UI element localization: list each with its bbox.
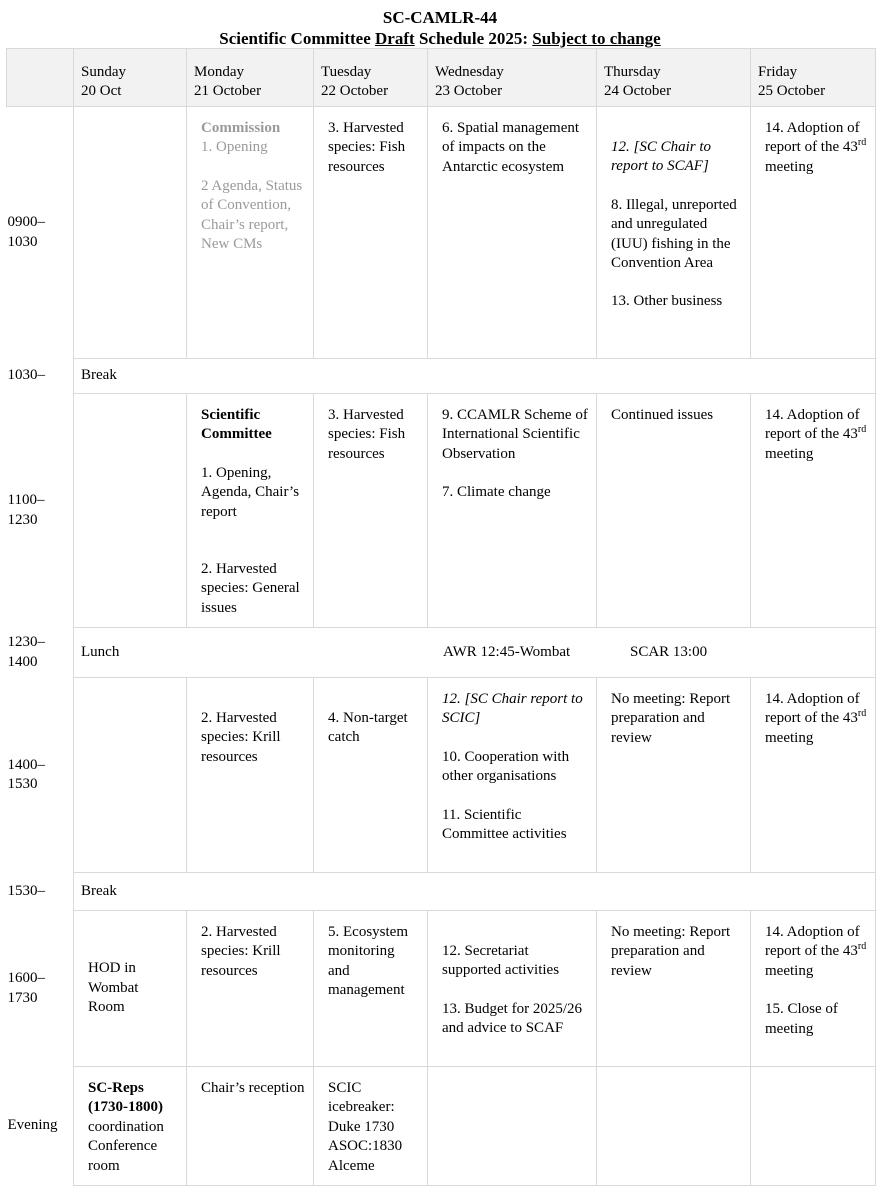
cell-tue-evening (314, 1067, 428, 1186)
time-cell (7, 911, 74, 1067)
cell-fri-1100 (751, 394, 876, 628)
agenda-item: No meeting: Report preparation and review (611, 924, 731, 979)
cell-thu-1400 (597, 678, 751, 873)
agenda-item: 2 Agenda, Status of Convention, Chair’s report, New CMs (201, 177, 303, 253)
agenda-item: 3. Harvested species: Fish resources (328, 120, 406, 175)
agenda-item: 12. [SC Chair to report to SCAF] (611, 139, 712, 175)
cell-fri-0900 (751, 107, 876, 359)
time-start: 1030– (7, 367, 45, 384)
cell-sun-0900 (74, 107, 187, 359)
agenda-item: 3. Harvested species: Fish resources (328, 407, 406, 462)
agenda-item (765, 119, 867, 177)
agenda-item: Continued issues (611, 407, 714, 423)
time-start: 1600– (7, 970, 45, 987)
agenda-item: 6. Spatial management of impacts on the Antarctic ecosystem (442, 120, 580, 175)
header-corner (7, 49, 74, 107)
event-item: SCIC icebreaker: Duke 1730 ASOC:1830 Alceme (328, 1080, 403, 1174)
ordinal-suffix: rd (857, 137, 867, 149)
cell-wed-1600 (428, 911, 597, 1067)
agenda-item: 8. Illegal, unreported and unregulated (IUU) fishing in the Convention Area (611, 196, 737, 272)
day-name: Sunday (81, 64, 126, 80)
cell-mon-0900 (187, 107, 314, 359)
agenda-item: 2. Harvested species: Krill resources (201, 710, 281, 765)
session-row-1600 (7, 911, 876, 1067)
day-date: 24 October (604, 83, 672, 100)
time-end: 1230 (7, 511, 38, 528)
time-end: 1400 (7, 653, 38, 670)
item-text: 14. Adoption of report of the 43 (765, 691, 860, 727)
day-name: Monday (194, 64, 244, 80)
cell-tue-1600 (314, 911, 428, 1067)
cell-wed-1400 (428, 678, 597, 873)
item-text: 14. Adoption of report of the 43 (765, 120, 860, 156)
session-row-1400 (7, 678, 876, 873)
agenda-item: 12. [SC Chair report to SCIC] (442, 691, 583, 727)
item-text: meeting (765, 962, 814, 979)
sc-reps-detail: coordination Conference room (88, 1118, 164, 1174)
header-row (7, 49, 876, 107)
cell-fri-1400 (751, 678, 876, 873)
agenda-item (765, 923, 867, 981)
cell-tue-1400 (314, 678, 428, 873)
break-row-1530 (7, 873, 876, 911)
time-end: 1530 (7, 776, 38, 792)
cell-fri-1600 (751, 911, 876, 1067)
cell-thu-0900 (597, 107, 751, 359)
lunch-label: Lunch (81, 643, 120, 660)
agenda-item: 1. Opening, Agenda, Chair’s report (201, 464, 300, 520)
cell-sun-1100 (74, 394, 187, 628)
session-row-1100 (7, 394, 876, 628)
scar-meeting: SCAR 13:00 (630, 644, 708, 660)
cell-mon-1600 (187, 911, 314, 1067)
document-title: SC-CAMLR-44 (382, 8, 498, 27)
time-cell (7, 1067, 74, 1186)
cell-mon-1400 (187, 678, 314, 873)
agenda-item: 15. Close of meeting (765, 1001, 838, 1037)
agenda-item (765, 406, 867, 464)
subtitle-draft: Draft (375, 29, 415, 48)
document-subtitle (0, 29, 880, 49)
ordinal-suffix: rd (857, 708, 867, 720)
agenda-item (765, 690, 867, 748)
day-date: 25 October (758, 83, 826, 100)
cell-tue-0900 (314, 107, 428, 359)
cell-wed-evening (428, 1067, 597, 1186)
time-start: Evening (7, 1117, 58, 1134)
time-start: 0900– (7, 214, 45, 231)
agenda-item: 2. Harvested species: General issues (201, 561, 300, 616)
time-cell (7, 628, 74, 678)
agenda-item: No meeting: Report preparation and review (611, 691, 731, 746)
item-text: meeting (765, 729, 814, 746)
sc-reps-heading: SC-Reps (1730-1800) (88, 1080, 163, 1116)
subtitle-mid: Schedule 2025: (414, 29, 533, 48)
time-cell (7, 678, 74, 873)
day-date: 20 Oct (81, 83, 122, 100)
event-item: Chair’s reception (201, 1080, 305, 1096)
cell-sun-evening (74, 1067, 187, 1186)
schedule-table (6, 48, 876, 1186)
cell-mon-evening (187, 1067, 314, 1186)
cell-sun-1400 (74, 678, 187, 873)
break-label: Break (74, 873, 876, 911)
header-sunday (74, 49, 187, 107)
lunch-row (7, 628, 876, 678)
item-text: meeting (765, 445, 814, 462)
agenda-item: 2. Harvested species: Krill resources (201, 924, 281, 979)
subtitle-prefix: Scientific Committee (219, 29, 376, 48)
time-cell (7, 107, 74, 359)
break-label: Break (74, 359, 876, 394)
header-wednesday (428, 49, 597, 107)
header-friday (751, 49, 876, 107)
agenda-item: 1. Opening (201, 139, 268, 156)
day-name: Tuesday (321, 64, 372, 80)
hod-meeting: HOD in Wombat Room (88, 960, 139, 1016)
cell-tue-1100 (314, 394, 428, 628)
agenda-item: 13. Other business (611, 293, 723, 310)
cell-sun-1600 (74, 911, 187, 1067)
header-monday (187, 49, 314, 107)
time-start: 1100– (7, 492, 45, 509)
time-start: 1530– (7, 882, 45, 899)
cell-thu-evening (597, 1067, 751, 1186)
agenda-item: 9. CCAMLR Scheme of International Scientific Observation (442, 407, 588, 462)
break-row-1030 (7, 359, 876, 394)
agenda-item: 7. Climate change (442, 484, 551, 501)
day-name: Friday (758, 64, 798, 80)
time-cell (7, 359, 74, 394)
cell-thu-1100 (597, 394, 751, 628)
time-end: 1730 (7, 989, 38, 1006)
cell-mon-1100 (187, 394, 314, 628)
evening-row (7, 1067, 876, 1186)
agenda-item: 12. Secretariat supported activities (442, 943, 560, 979)
header-tuesday (314, 49, 428, 107)
ordinal-suffix: rd (857, 941, 867, 953)
header-thursday (597, 49, 751, 107)
item-text: meeting (765, 158, 814, 175)
time-start: 1400– (7, 756, 45, 773)
day-name: Wednesday (435, 64, 504, 80)
agenda-item: 11. Scientific Committee activities (442, 806, 567, 843)
time-end: 1030 (7, 233, 38, 250)
time-cell (7, 873, 74, 911)
time-start: 1230– (7, 634, 45, 651)
cell-wed-1100 (428, 394, 597, 628)
committee-heading: Scientific Committee (201, 407, 272, 443)
lunch-cell (74, 628, 876, 678)
item-text: 14. Adoption of report of the 43 (765, 924, 860, 960)
day-date: 21 October (194, 83, 262, 100)
subtitle-change-notice: Subject to change (532, 29, 661, 48)
commission-heading: Commission (201, 120, 281, 136)
ordinal-suffix: rd (857, 424, 867, 436)
day-date: 23 October (435, 83, 503, 100)
day-date: 22 October (321, 83, 389, 100)
session-row-0900 (7, 107, 876, 359)
day-name: Thursday (604, 64, 661, 80)
time-cell (7, 394, 74, 628)
agenda-item: 13. Budget for 2025/26 and advice to SCAF (442, 1000, 582, 1037)
awr-meeting: AWR 12:45-Wombat (443, 644, 571, 660)
item-text: 14. Adoption of report of the 43 (765, 407, 860, 443)
cell-fri-evening (751, 1067, 876, 1186)
agenda-item: 5. Ecosystem monitoring and management (328, 924, 408, 999)
agenda-item: 10. Cooperation with other organisations (442, 748, 570, 785)
cell-wed-0900 (428, 107, 597, 359)
cell-thu-1600 (597, 911, 751, 1067)
agenda-item: 4. Non-target catch (328, 710, 408, 746)
